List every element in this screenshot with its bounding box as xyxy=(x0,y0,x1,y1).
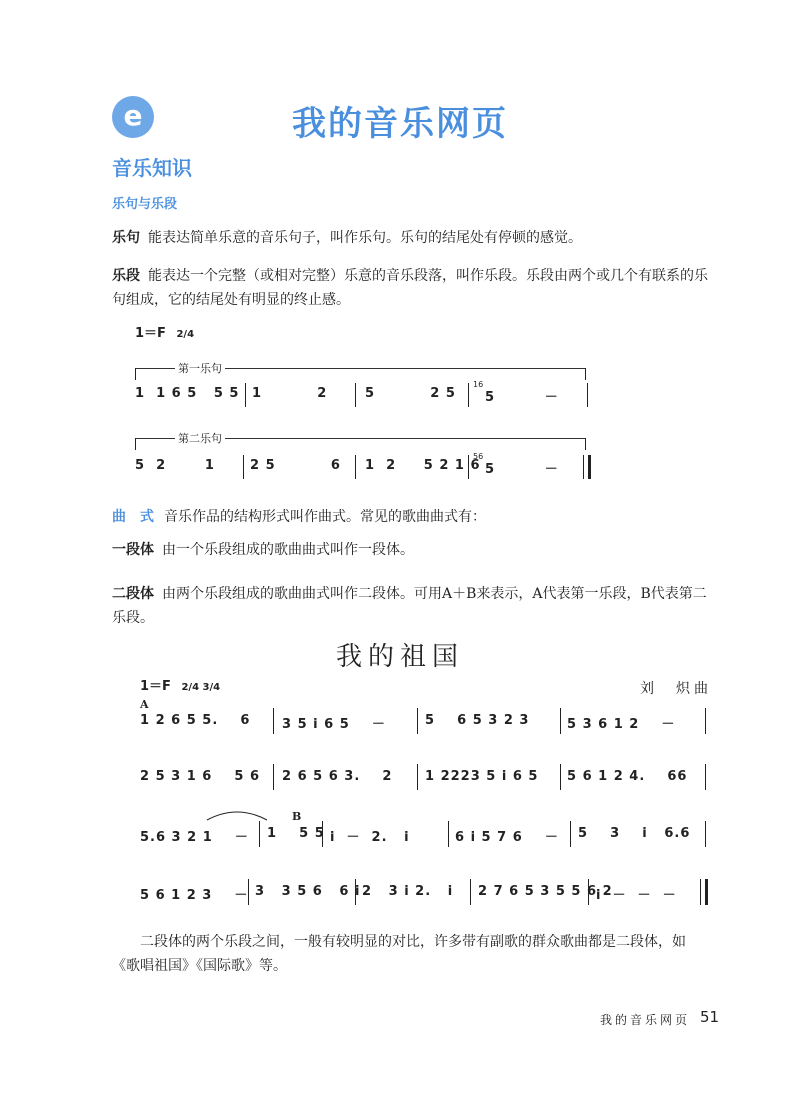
phrase-text: 能表达简单乐意的音乐句子，叫作乐句。乐句的结尾处有停顿的感觉。 xyxy=(148,230,582,246)
measure: 5 3 i 6.6 xyxy=(578,826,691,841)
barline xyxy=(705,708,706,734)
one-part-definition xyxy=(112,538,712,562)
song-key xyxy=(140,675,220,694)
section-mark-b: B xyxy=(292,810,302,823)
two-part-term: 二段体 xyxy=(112,586,154,602)
song-time-signature: 2/4 3/4 xyxy=(181,682,221,693)
two-part-definition xyxy=(112,582,712,630)
conclusion-paragraph: 二段体的两个乐段之间，一般有较明显的对比，许多带有副歌的群众歌曲都是二段体，如《歌唱祖国》《国际歌》等。 xyxy=(112,934,686,974)
sub-title: 乐句与乐段 xyxy=(112,197,178,212)
bracket-end xyxy=(135,368,136,380)
measure: 5 6 5 3 2 3 xyxy=(425,713,530,728)
barline xyxy=(468,455,469,479)
tie-slur xyxy=(205,808,270,822)
example-key xyxy=(135,322,194,341)
form-definition xyxy=(112,505,712,529)
form-term: 曲 式 xyxy=(112,509,154,525)
phrase1-label: 第一乐句 xyxy=(175,360,225,376)
barline xyxy=(583,455,584,479)
measure: 2 7 6 5 3 5 5 6 2 xyxy=(478,884,613,899)
measure: 2 5 6 xyxy=(250,458,341,473)
barline xyxy=(700,879,701,905)
barline xyxy=(355,879,356,905)
song-key-label: 1＝F xyxy=(140,679,171,694)
one-part-term: 一段体 xyxy=(112,542,154,558)
barline xyxy=(273,708,274,734)
measure: 5 － xyxy=(485,462,559,477)
bracket-end xyxy=(135,438,136,450)
grace-note: 16 xyxy=(473,380,484,389)
page-number: 51 xyxy=(700,1008,720,1026)
measure: 1 2 xyxy=(252,386,328,401)
measure: 2 5 3 1 6 5 6 xyxy=(140,769,261,784)
measure: 5 6 1 2 4. 66 xyxy=(567,769,688,784)
measure: 1 1 6 5 5 5 xyxy=(135,386,240,401)
bracket-end xyxy=(585,368,586,380)
measure: 5 2 1 xyxy=(135,458,215,473)
measure: 5.6 3 2 1 － xyxy=(140,830,249,845)
one-part-text: 由一个乐段组成的歌曲曲式叫作一段体。 xyxy=(162,542,414,558)
barline xyxy=(322,821,323,847)
final-barline xyxy=(588,455,591,479)
final-barline xyxy=(705,879,708,905)
barline xyxy=(587,383,588,407)
barline xyxy=(243,455,244,479)
barline xyxy=(355,455,356,479)
section-title: 音乐知识 xyxy=(112,156,192,180)
barline xyxy=(355,383,356,407)
measure: 1 5 5 xyxy=(267,826,325,841)
barline xyxy=(417,764,418,790)
barline xyxy=(570,821,571,847)
measure: 1 2 6 5 5. 6 xyxy=(140,713,251,728)
barline xyxy=(259,821,260,847)
measure: 5 6 1 2 3 － xyxy=(140,888,249,903)
measure: 1 2223 5 i 6 5 xyxy=(425,769,539,784)
measure: 5 2 5 xyxy=(365,386,456,401)
barline xyxy=(588,879,589,905)
measure: i － 2. i xyxy=(330,830,410,845)
barline xyxy=(245,383,246,407)
barline xyxy=(560,764,561,790)
barline xyxy=(705,821,706,847)
footer-label: 我的音乐网页 xyxy=(600,1013,691,1027)
song-title: 我的祖国 xyxy=(335,642,464,672)
period-text: 能表达一个完整（或相对完整）乐意的音乐段落，叫作乐段。乐段由两个或几个有联系的乐句组成，它的结尾处有明显的终止感。 xyxy=(112,268,708,308)
grace-note: 56 xyxy=(473,452,484,461)
measure: i － － － xyxy=(596,888,677,903)
barline xyxy=(705,764,706,790)
phrase2-label: 第二乐句 xyxy=(175,430,225,446)
barline xyxy=(560,708,561,734)
barline xyxy=(273,764,274,790)
measure: 5 － xyxy=(485,390,559,405)
two-part-text: 由两个乐段组成的歌曲曲式叫作二段体。可用A＋B来表示，A代表第一乐段，B代表第二乐段。 xyxy=(112,586,707,626)
measure: 3 3 5 6 6 i xyxy=(255,884,361,899)
barline xyxy=(417,708,418,734)
phrase-definition xyxy=(112,226,712,250)
phrase-term: 乐句 xyxy=(112,230,140,246)
example-time-signature: 2/4 xyxy=(176,329,195,340)
measure: 2 6 5 6 3. 2 xyxy=(282,769,393,784)
period-term: 乐段 xyxy=(112,268,140,284)
measure: 2 3 i 2. i xyxy=(362,884,454,899)
section-mark-a: A xyxy=(140,698,149,711)
browser-e-icon: e xyxy=(112,96,154,138)
barline xyxy=(468,383,469,407)
measure: 1 2 5 2 1 6 xyxy=(365,458,481,473)
measure: 5 3 6 1 2 － xyxy=(567,717,676,732)
barline xyxy=(248,879,249,905)
composer: 刘 炽曲 xyxy=(640,681,712,697)
form-text: 音乐作品的结构形式叫作曲式。常见的歌曲曲式有： xyxy=(164,509,486,525)
page-title: 我的音乐网页 xyxy=(292,104,508,144)
period-definition xyxy=(112,264,712,312)
barline xyxy=(448,821,449,847)
measure: 6 i 5 7 6 － xyxy=(455,830,559,845)
bracket-end xyxy=(585,438,586,450)
barline xyxy=(470,879,471,905)
example-key-label: 1＝F xyxy=(135,326,166,341)
measure: 3 5 i 6 5 － xyxy=(282,717,386,732)
